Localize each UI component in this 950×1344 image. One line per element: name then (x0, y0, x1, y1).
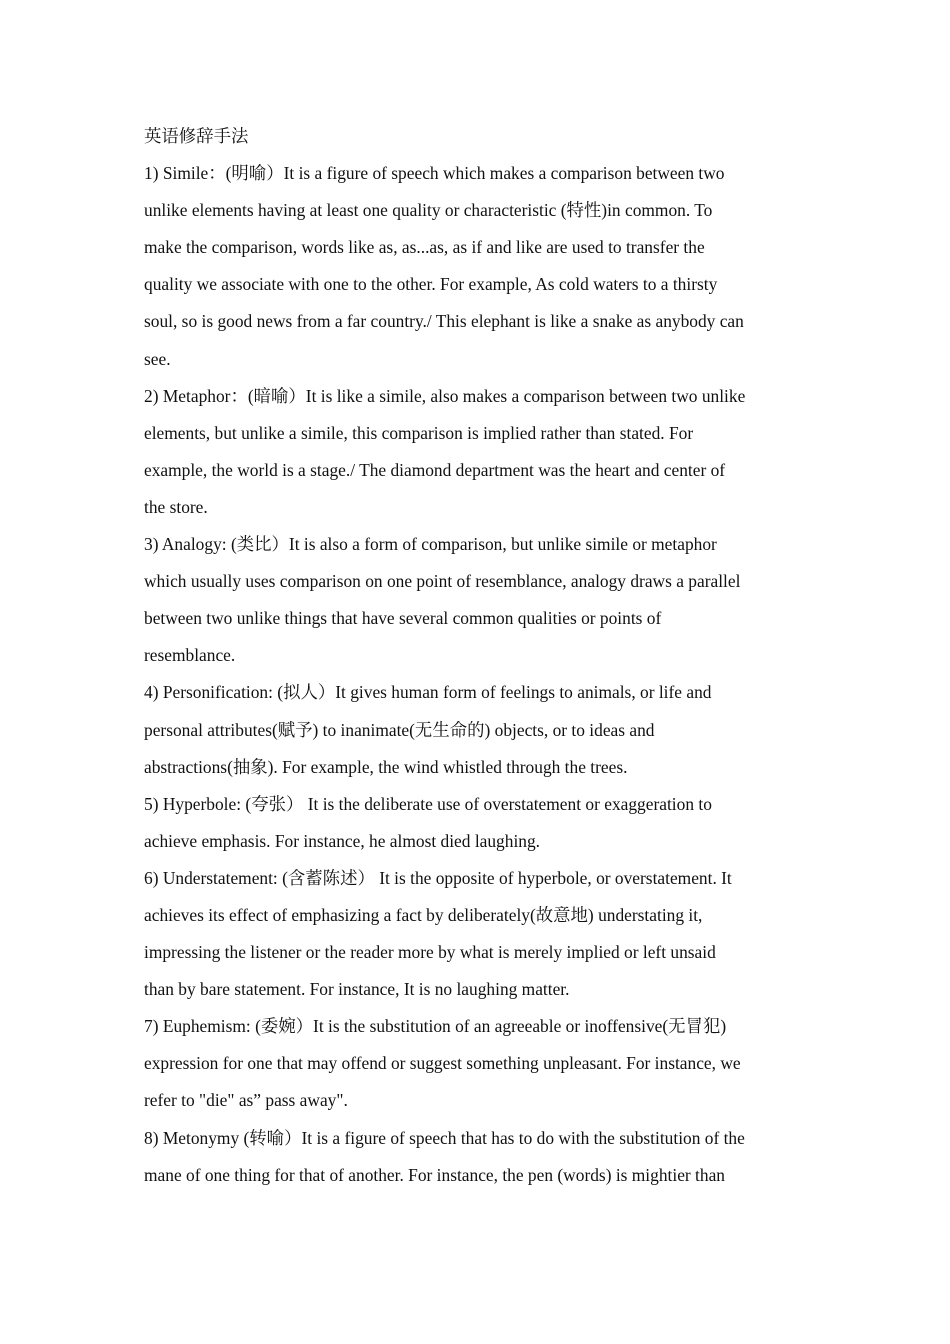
text-line: than by bare statement. For instance, It is no laughing matter. (144, 979, 570, 1000)
text-line: 3) Analogy: (类比）It is also a form of comparison, but unlike simile or metaphor (144, 534, 717, 555)
text-line: the store. (144, 496, 208, 517)
text-line: 5) Hyperbole: (夸张） It is the deliberate use of overstatement or exaggeration to (144, 793, 712, 814)
text-line: between two unlike things that have several common qualities or points of (144, 608, 662, 629)
text-line: soul, so is good news from a far country./ This elephant is like a snake as anybody can (144, 311, 744, 332)
text-line: abstractions(抽象). For example, the wind whistled through the trees. (144, 756, 628, 777)
text-line: mane of one thing for that of another. For instance, the pen (words) is mightier than (144, 1164, 725, 1185)
text-line: personal attributes(赋予) to inanimate(无生命的) objects, or to ideas and (144, 719, 655, 740)
text-line: 1) Simile：(明喻）It is a figure of speech which makes a comparison between two (144, 163, 725, 184)
text-line: 7) Euphemism: (委婉）It is the substitution of an agreeable or inoffensive(无冒犯) (144, 1016, 727, 1037)
text-line: which usually uses comparison on one point of resemblance, analogy draws a parallel (144, 571, 741, 592)
text-line: elements, but unlike a simile, this comparison is implied rather than stated. For (144, 422, 694, 443)
text-line: 4) Personification: (拟人）It gives human form of feelings to animals, or life and (144, 682, 712, 703)
text-line: resemblance. (144, 645, 236, 666)
text-line: refer to "die" as” pass away". (144, 1090, 348, 1111)
text-line: example, the world is a stage./ The diamond department was the heart and center of (144, 459, 726, 480)
text-line: 8) Metonymy (转喻）It is a figure of speech that has to do with the substitution of the (144, 1127, 745, 1148)
document-body (144, 118, 810, 1194)
text-line: impressing the listener or the reader more by what is merely implied or left unsaid (144, 942, 716, 963)
text-line: quality we associate with one to the other. For example, As cold waters to a thirsty (144, 274, 718, 295)
text-line: achieves its effect of emphasizing a fact by deliberately(故意地) understating it, (144, 904, 703, 925)
text-line: expression for one that may offend or suggest something unpleasant. For instance, we (144, 1053, 741, 1074)
text-line: 6) Understatement: (含蓄陈述） It is the opposite of hyperbole, or overstatement. It (144, 867, 732, 888)
text-line: achieve emphasis. For instance, he almost died laughing. (144, 830, 541, 851)
text-line: unlike elements having at least one quality or characteristic (特性)in common. To (144, 200, 713, 221)
text-line: make the comparison, words like as, as...as, as if and like are used to transfer the (144, 237, 705, 258)
text-line: 2) Metaphor：(暗喻）It is like a simile, also makes a comparison between two unlike (144, 385, 746, 406)
text-line: see. (144, 348, 171, 369)
document-title: 英语修辞手法 (144, 126, 249, 146)
